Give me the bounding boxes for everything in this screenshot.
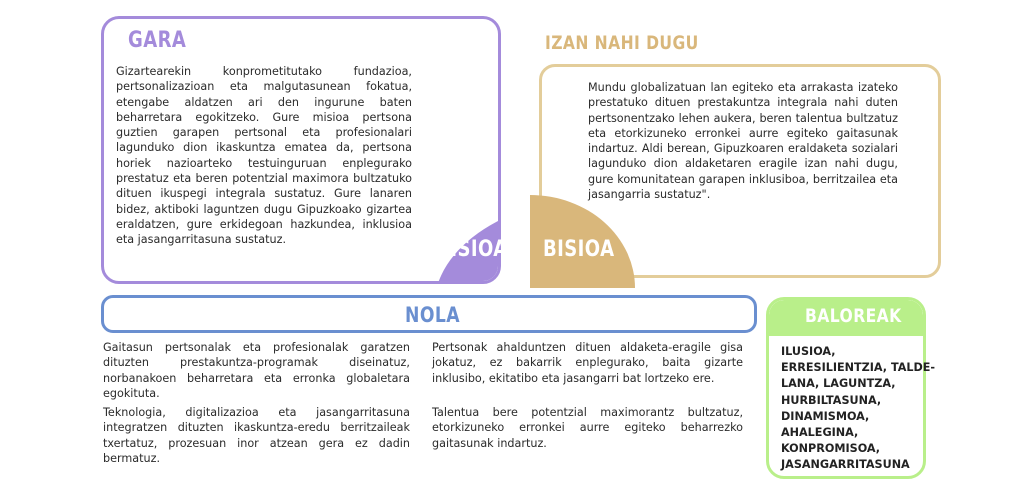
baloreak-item: ILUSIOA,	[781, 345, 836, 358]
baloreak-item: ERRESILIENTZIA, TALDE-	[781, 361, 936, 375]
baloreak-item: KONPROMISOA,	[781, 442, 881, 456]
baloreak-item: HURBILTASUNA,	[781, 393, 882, 407]
nola-left-paragraph-2: Teknologia, digitalizazioa eta jasangarritasuna integratzen dituzten ikaskuntza-eredu berritzaileak txertatuz, prozesuan inor atzean gera ez dadin bermatuz.	[103, 406, 410, 465]
gara-text: Gizartearekin konprometitutako fundazioa, pertsonalizazioan eta malgutasunean fokatua, etengabe aldatzen ari den ingurune baten beharretara egokitzeko. Gure misioa pertsona guztien garapen pertsonal eta profesionalari lagunduko dion ikaskuntza ematea da, pertsona horiek nazioarteko testuinguruan enplegurako prestatuz eta beren potentzial maximora bultzatuko dituen ikuspegi integrala sustatuz. Gure lanaren bidez, aktiboki laguntzen dugu Gipuzkoako gizartea eraldatzen, gure erkidegoan hazkundea, inklusioa eta jasangarritasuna sustatuz.	[116, 65, 412, 247]
misioa-label: MISIOA	[432, 237, 508, 262]
baloreak-item: JASANGARRITASUNA	[781, 458, 910, 472]
bisioa-label: BISIOA	[543, 237, 615, 262]
baloreak-item: DINAMISMOA,	[781, 409, 870, 423]
baloreak-item: LANA, LAGUNTZA,	[781, 377, 896, 391]
izan-nahi-dugu-title: IZAN NAHI DUGU	[545, 32, 699, 54]
nola-left-paragraph-1: Gaitasun pertsonalak eta profesionalak garatzen dituzten prestakuntza-programak diseinatuz, norbanakoen beharretara eta erronka globaletara egokituta.	[103, 341, 410, 400]
nola-title: NOLA	[405, 303, 460, 327]
bisioa-text: Mundu globalizatuan lan egiteko eta arrakasta izateko prestatuko dituen prestakuntza integrala nahi duten pertsonentzako lehen aukera, beren talentua bultzatuz eta etorkizuneko erronkei aurre egiteko gaitasunak indartuz. Aldi berean, Gipuzkoaren eraldaketa sozialari lagunduko dion aldaketaren eragile izan nahi dugu, gure komunitatean garapen inklusiboa, berritzailea eta jasangarria sustatuz".	[588, 81, 898, 202]
baloreak-title: BALOREAK	[805, 305, 902, 327]
gara-title: GARA	[128, 28, 187, 53]
nola-right-paragraph-2: Talentua bere potentzial maximorantz bultzatuz, etorkizuneko erronkei aurre egiteko beharrezko gaitasunak indartuz.	[432, 406, 743, 450]
nola-right-paragraph-1: Pertsonak ahalduntzen dituen aldaketa-eragile gisa jokatuz, ez bakarrik enplegurako, baita gizarte inklusibo, ekitatibo eta jasangarri bat lortzeko ere.	[432, 341, 743, 385]
baloreak-item: AHALEGINA,	[781, 426, 859, 440]
baloreak-list	[781, 344, 936, 474]
